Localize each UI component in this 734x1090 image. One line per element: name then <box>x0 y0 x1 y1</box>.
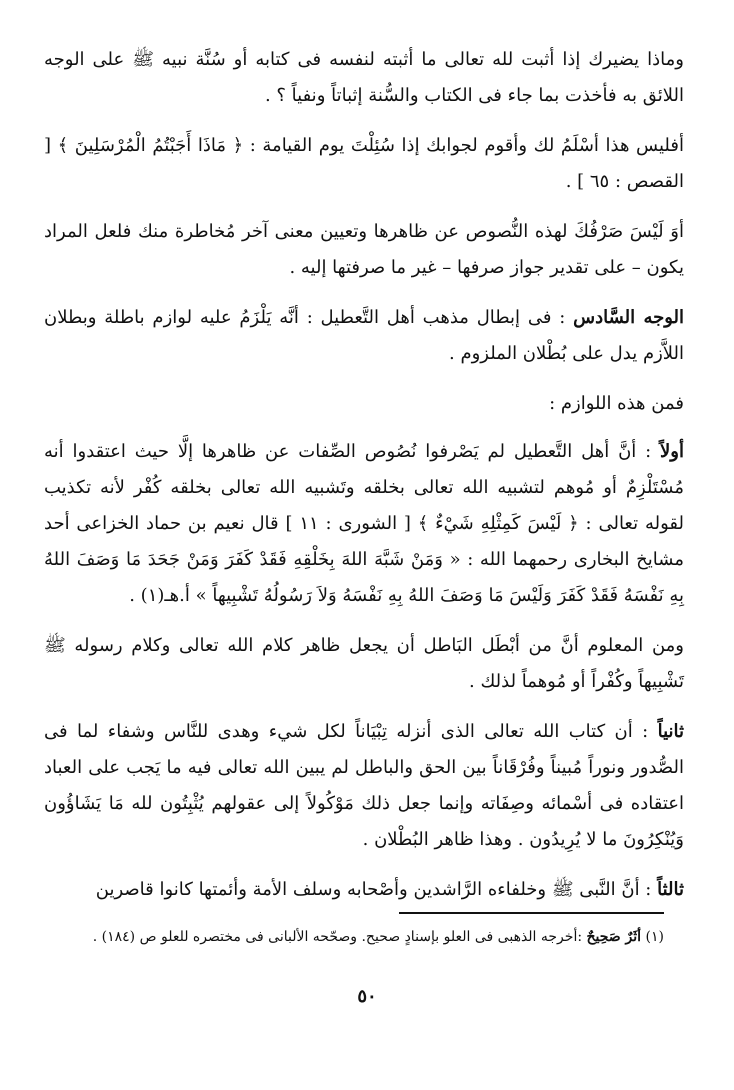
paragraph-text: أفليس هذا أسْلَمُ لك وأقوم لجوابك إذا سُئِلْتَ يوم القيامة : ﴿ مَاذَا أَجَبْتُمُ الْمُرْسَلِينَ ﴾ [ القصص : ٦٥ ] . <box>44 135 684 192</box>
footnote-text: :أخرجه الذهبى فى العلو بإسنادٍ صحيح. وصحّحه الألبانى فى مختصره للعلو ص (١٨٤) . <box>92 929 587 945</box>
paragraph-text: : أن كتاب الله تعالى الذى أنزله تِبْيَاناً لكل شيء وهدى للنَّاس وشفاء لما فى الصُّدور ونوراً مُبيناً وفُرْقَاناً بين الحق والباطل لم يبين الله تعالى فيه ما يَجب على العباد اعتقاده فى أسْمائه وصِفَاته وإنما جعل ذلك مَوْكُولاً إلى عقولهم يُثْبِتُون لله مَا يَشَاؤُون وَيُنْكِرُونَ ما لا يُرِيدُون . وهذا ظاهر البُطْلان . <box>44 721 684 850</box>
paragraph-lead: ثانياً <box>657 721 684 742</box>
paragraph-lead: ثالثاً <box>657 879 684 900</box>
footnote <box>60 926 664 948</box>
paragraph-text: أوَ لَيْسَ صَرْفُكَ لهذه النُّصوص عن ظاهرها وتعيين معنى آخر مُخاطرة منك فلعل المراد يكون – على تقدير جواز صرفها – غير ما صرفتها إليه . <box>44 221 684 278</box>
paragraph-2 <box>44 128 684 200</box>
paragraph-text: فمن هذه اللوازم : <box>549 393 684 414</box>
footnote-lead: أثَرٌ صَحِيحٌ <box>586 929 642 945</box>
paragraph-8 <box>44 714 684 858</box>
page-number: ٥٠ <box>357 986 377 1007</box>
paragraph-4 <box>44 300 684 372</box>
paragraph-1 <box>44 42 684 114</box>
paragraph-9 <box>44 872 684 908</box>
footnote-divider <box>399 912 664 914</box>
paragraph-7 <box>44 628 684 700</box>
paragraph-lead: أولاً <box>660 441 684 462</box>
paragraph-text: : أنَّ النَّبى ﷺ وخلفاءه الرَّاشدين وأصْحابه وسلف الأمة وأئمتها كانوا قاصرين <box>95 879 658 900</box>
footnote-marker: (١) <box>645 929 664 945</box>
paragraph-6 <box>44 434 684 614</box>
body-text <box>44 42 684 922</box>
paragraph-text: : أنَّ أهل التَّعطيل لم يَصْرفوا نُصُوص الصِّفات عن ظاهرها إلَّا حيث اعتقدوا أنه مُسْتَلْزِمٌ أو مُوهم لتشبيه الله تعالى بخلقه وتَشبيه الله تعالى بخلقه كُفْر لأنه تكذيب لقوله تعالى : ﴿ لَيْسَ كَمِثْلِهِ شَيْءٌ ﴾ [ الشورى : ١١ ] قال نعيم بن حماد الخزاعى أحد مشايخ البخارى رحمهما الله : « وَمَنْ شَبَّهَ اللهَ بِخَلْقِهِ فَقَدْ كَفَرَ وَمَنْ جَحَدَ مَا وَصَفَ اللهُ بِهِ نَفْسَهُ فَقَدْ كَفَرَ وَلَيْسَ مَا وَصَفَ اللهُ بِهِ نَفْسَهُ وَلاَ رَسُولُهُ تَشْبِيهاً » أ.هـ(١) . <box>44 441 684 606</box>
paragraph-5 <box>44 386 684 422</box>
paragraph-lead: الوجه السَّادس <box>573 307 685 328</box>
paragraph-text: : فى إبطال مذهب أهل التَّعطيل : أنَّه يَلْزَمُ عليه لوازم باطلة وبطلان اللاَّزم يدل على بُطْلان الملزوم . <box>44 307 684 364</box>
paragraph-text: وماذا يضيرك إذا أثبت لله تعالى ما أثبته لنفسه فى كتابه أو سُنَّة نبيه ﷺ على الوجه اللائق به فأخذت بما جاء فى الكتاب والسُّنة إثباتاً ونفياً ؟ . <box>44 49 684 106</box>
paragraph-3 <box>44 214 684 286</box>
paragraph-text: ومن المعلوم أنَّ من أبْطَل البَاطل أن يجعل ظاهر كلام الله تعالى وكلام رسوله ﷺ تَشْبِيهاً وكُفْراً أو مُوهماً لذلك . <box>44 635 684 692</box>
